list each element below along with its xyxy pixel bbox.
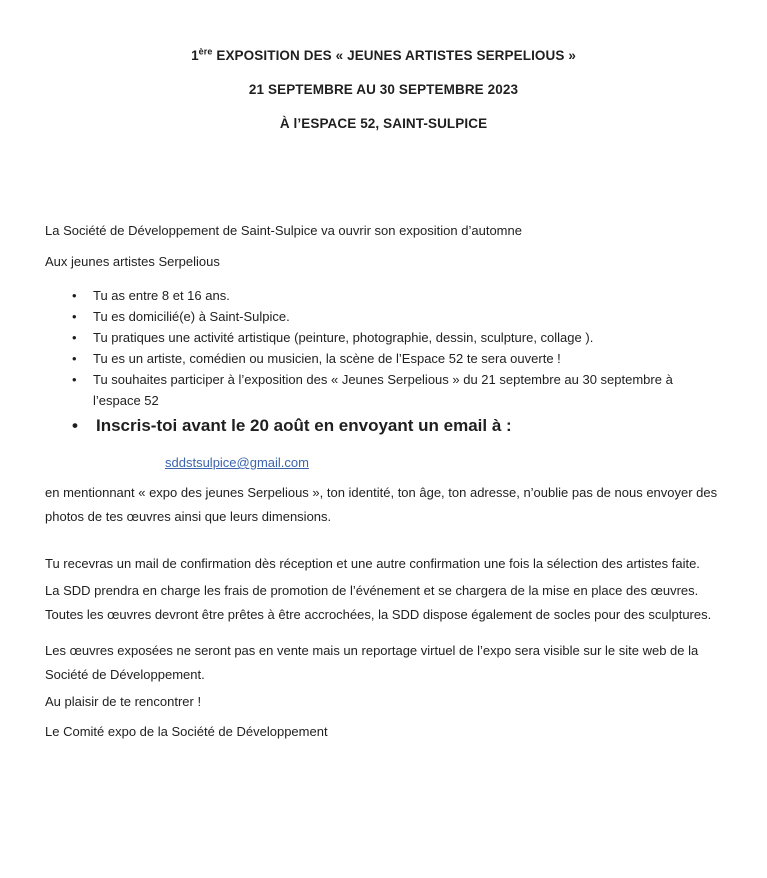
list-item-residence [72, 306, 722, 327]
list-item-label: Tu souhaites participer à l’exposition des « Jeunes Serpelious » du 21 septembre au 30 septembre à l’espace 52 [93, 372, 673, 408]
paragraph-sdd-charge [45, 579, 722, 627]
list-item-label: Tu es domicilié(e) à Saint-Sulpice. [93, 309, 290, 324]
sdd-socles-line: Toutes les œuvres devront être prêtes à être accrochées, la SDD dispose également de socles pour des sculptures. [45, 607, 712, 622]
list-item-activity [72, 327, 722, 348]
sdd-promotion-line: La SDD prendra en charge les frais de promotion de l’événement et se chargera de la mise en place des œuvres. [45, 583, 699, 598]
list-item-cta-inscription [72, 413, 722, 439]
list-item-label: Tu es un artiste, comédien ou musicien, la scène de l’Espace 52 te sera ouverte ! [93, 351, 561, 366]
list-item-scene [72, 348, 722, 369]
bullet-icon: • [72, 288, 77, 303]
document-title-line1 [45, 46, 722, 66]
paragraph-closing: Au plaisir de te rencontrer ! [45, 694, 202, 709]
email-link[interactable]: sddstsulpice@gmail.com [165, 455, 309, 470]
list-item-participation [72, 369, 722, 411]
paragraph-mention-details: en mentionnant « expo des jeunes Serpelious », ton identité, ton âge, ton adresse, n’oublie pas de nous envoyer des photos de tes œuvres ainsi que leurs dimensions. [45, 485, 718, 524]
title-line1-prefix: 1 [191, 48, 199, 63]
paragraph-signature: Le Comité expo de la Société de Développement [45, 724, 328, 739]
paragraph-intro-announcement: La Société de Développement de Saint-Sulpice va ouvrir son exposition d’automne [45, 223, 522, 238]
bullet-icon: • [72, 309, 77, 324]
document-title-line3: À l’ESPACE 52, SAINT-SULPICE [279, 116, 488, 131]
paragraph-confirmation: Tu recevras un mail de confirmation dès réception et une autre confirmation une fois la sélection des artistes faite. [45, 556, 700, 571]
paragraph-vente-reportage: Les œuvres exposées ne seront pas en vente mais un reportage virtuel de l’expo sera visible sur le site web de la Société de Développement. [45, 643, 699, 682]
bullet-icon: • [72, 330, 77, 345]
bullet-icon: • [72, 416, 78, 435]
bullet-icon: • [72, 372, 77, 387]
title-superscript: ère [198, 46, 213, 57]
document-title-line2: 21 SEPTEMBRE AU 30 SEPTEMBRE 2023 [248, 82, 519, 97]
email-line [165, 453, 722, 473]
paragraph-intro-audience: Aux jeunes artistes Serpelious [45, 254, 220, 269]
cta-label: Inscris-toi avant le 20 août en envoyant un email à : [96, 416, 512, 435]
bullet-icon: • [72, 351, 77, 366]
list-item-label: Tu as entre 8 et 16 ans. [93, 288, 230, 303]
list-item-label: Tu pratiques une activité artistique (peinture, photographie, dessin, sculpture, collage ). [93, 330, 594, 345]
title-line1-rest: EXPOSITION DES « JEUNES ARTISTES SERPELIOUS » [212, 48, 576, 63]
criteria-list [45, 285, 722, 439]
list-item-age [72, 285, 722, 306]
